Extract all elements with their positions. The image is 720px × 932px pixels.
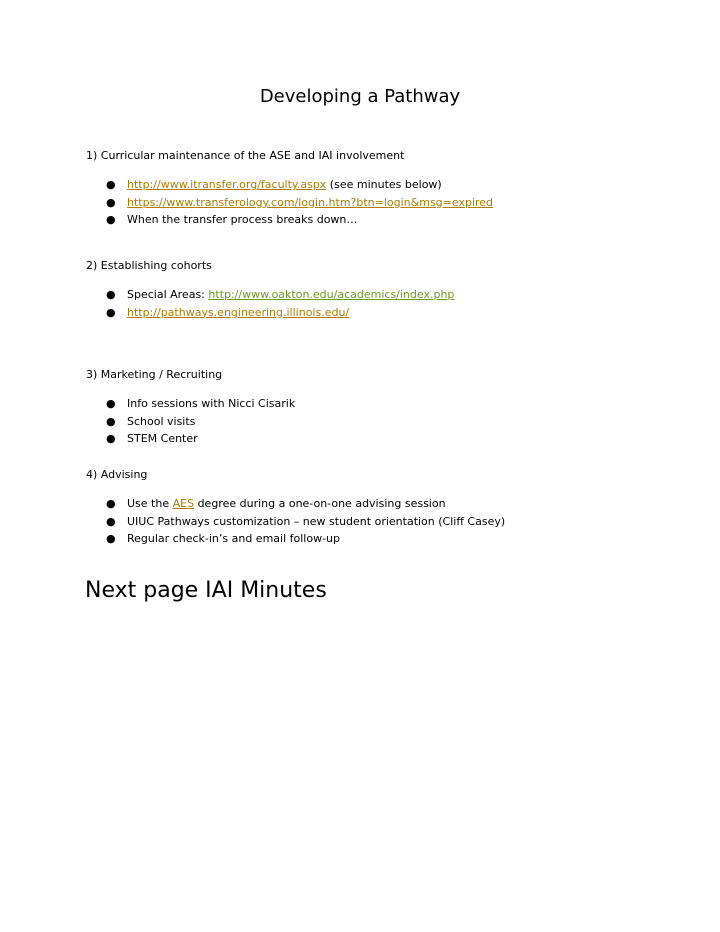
list-item-text: UIUC Pathways customization – new student orientation (Cliff Casey) bbox=[127, 514, 506, 528]
list-item bbox=[86, 304, 686, 322]
bullet-icon: ● bbox=[106, 514, 116, 528]
pathways-engineering-link[interactable]: http://pathways.engineering.illinois.edu/ bbox=[127, 305, 350, 319]
bullet-icon: ● bbox=[106, 178, 116, 191]
list-item bbox=[86, 176, 686, 194]
bullet-icon: ● bbox=[106, 414, 116, 428]
section-heading: 4) Advising bbox=[86, 468, 148, 481]
bullet-icon: ● bbox=[106, 213, 116, 226]
list-item-prefix: Use the bbox=[127, 497, 173, 510]
section-heading: 1) Curricular maintenance of the ASE and IAI involvement bbox=[86, 149, 405, 162]
bullet-list bbox=[86, 395, 686, 448]
list-item-text: School visits bbox=[127, 414, 196, 428]
list-item bbox=[86, 194, 686, 212]
list-item-prefix: Special Areas: bbox=[127, 288, 209, 301]
bullet-icon: ● bbox=[106, 497, 116, 510]
bullet-icon: ● bbox=[106, 532, 116, 545]
list-item bbox=[86, 495, 686, 513]
section-heading: 3) Marketing / Recruiting bbox=[86, 368, 223, 381]
list-item-text: Info sessions with Nicci Cisarik bbox=[127, 397, 296, 410]
list-item-text: STEM Center bbox=[127, 432, 198, 445]
list-item-text: When the transfer process breaks down… bbox=[127, 213, 358, 226]
list-item bbox=[86, 430, 686, 448]
aes-link[interactable]: AES bbox=[172, 497, 195, 510]
section-advising bbox=[86, 467, 686, 548]
bullet-icon: ● bbox=[106, 288, 116, 301]
section-marketing-recruiting bbox=[86, 367, 686, 448]
bullet-list bbox=[86, 495, 686, 548]
section-establishing-cohorts bbox=[86, 258, 686, 321]
list-item bbox=[86, 513, 686, 531]
bullet-list bbox=[86, 176, 686, 229]
list-item bbox=[86, 413, 686, 431]
list-item-text: degree during a one-on-one advising session bbox=[194, 497, 446, 510]
list-item bbox=[86, 286, 686, 304]
list-item bbox=[86, 395, 686, 413]
bullet-icon: ● bbox=[106, 397, 116, 410]
document-title: Developing a Pathway bbox=[259, 86, 461, 107]
section-heading: 2) Establishing cohorts bbox=[86, 259, 212, 272]
list-item-text: (see minutes below) bbox=[326, 178, 442, 191]
bullet-icon: ● bbox=[106, 305, 116, 319]
next-page-heading: Next page IAI Minutes bbox=[85, 578, 327, 603]
itransfer-link[interactable]: http://www.itransfer.org/faculty.aspx bbox=[127, 178, 327, 191]
oakton-link[interactable]: http://www.oakton.edu/academics/index.php bbox=[208, 288, 455, 301]
list-item-text: Regular check-in’s and email follow-up bbox=[127, 532, 341, 545]
bullet-icon: ● bbox=[106, 195, 116, 209]
list-item bbox=[86, 530, 686, 548]
bullet-list bbox=[86, 286, 686, 321]
list-item bbox=[86, 211, 686, 229]
section-curricular-maintenance bbox=[86, 148, 686, 229]
bullet-icon: ● bbox=[106, 432, 116, 445]
transferology-link[interactable]: https://www.transferology.com/login.htm?btn=login&msg=expired bbox=[127, 195, 494, 209]
